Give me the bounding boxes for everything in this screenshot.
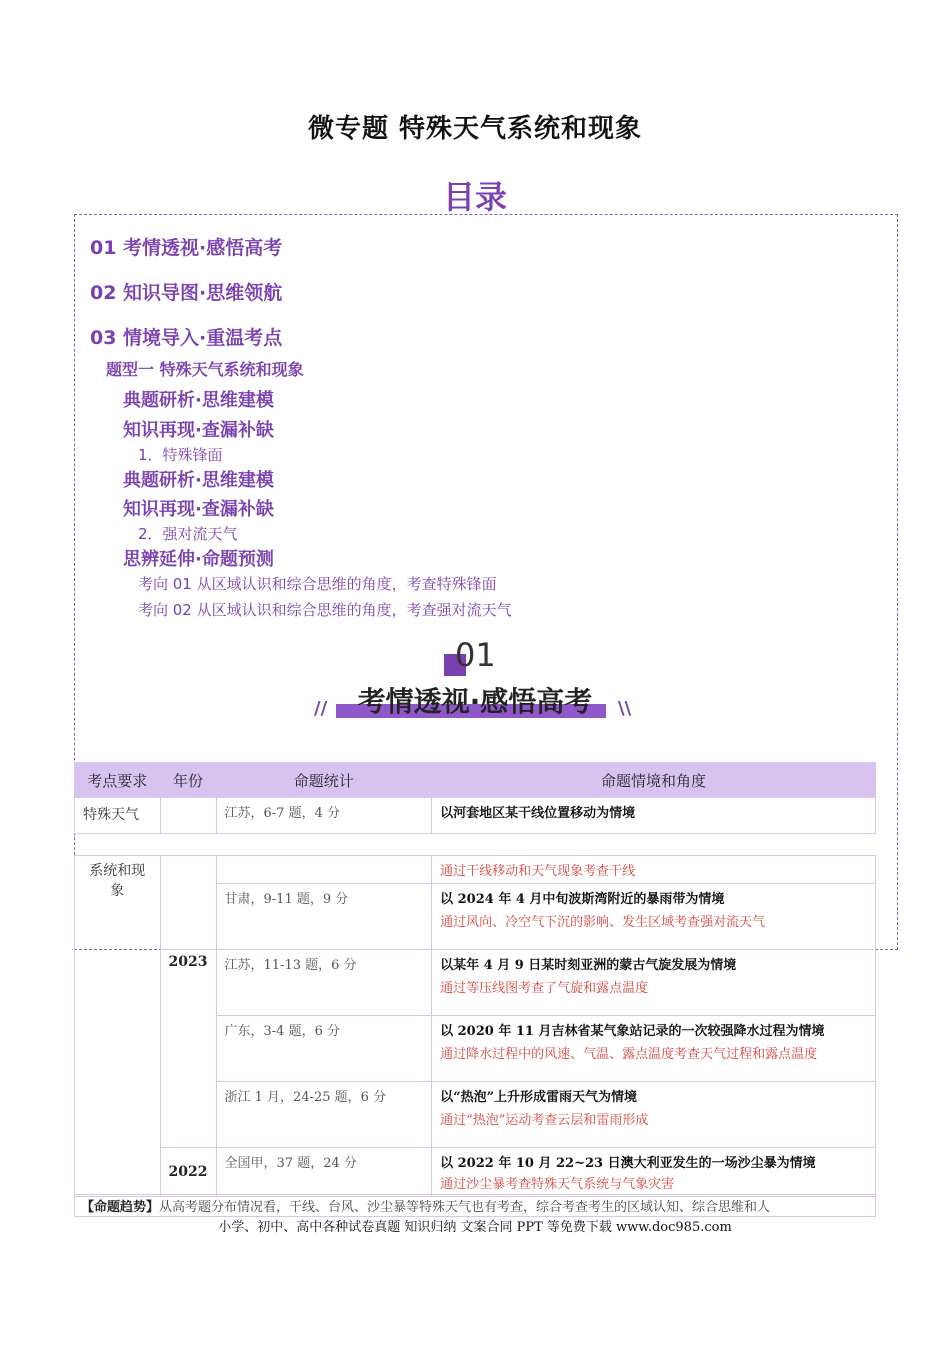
section-title: 考情透视·感悟高考 [357,685,593,718]
toc-sub-9[interactable]: 考向 02 从区域认识和综合思维的角度，考查强对流天气 [138,601,512,619]
toc-item-02[interactable]: 02 知识导图·思维领航 [90,282,283,304]
scenario-cell [432,884,876,950]
toc-sub-1[interactable]: 典题研析·思维建模 [123,390,274,411]
slash-right-icon: \\ [618,698,632,719]
table-row [75,798,876,834]
toc-item-03[interactable]: 03 情境导入·重温考点 [90,327,283,349]
topic-line: 系统和现 [89,863,146,879]
table-row [75,950,876,1016]
trend-label: 【命题趋势】 [81,1200,160,1215]
table-spacer-row [75,834,876,856]
stat-cell: 浙江 1 月，24-25 题，6 分 [216,1082,432,1148]
toc-sub-5[interactable]: 知识再现·查漏补缺 [123,499,274,520]
scenario-cell [432,798,876,834]
scenario-text: 以河套地区某干线位置移动为情境 [440,806,636,821]
scenario-cell [432,950,876,1016]
stat-cell: 甘肃，9-11 题，9 分 [216,884,432,950]
stat-cell: 全国甲，37 题，24 分 [216,1148,432,1197]
scenario-text: 以某年 4 月 9 日某时刻亚洲的蒙古气旋发展为情境 [440,958,737,973]
table-header-row [75,763,876,798]
year-cell: 2023 [160,950,216,1148]
topic-cell [75,856,161,1197]
stat-cell: 广东，3-4 题，6 分 [216,1016,432,1082]
angle-text: 通过降水过程中的风速、气温、露点温度考查天气过程和露点温度 [440,1047,818,1062]
scenario-text: 以 2024 年 4 月中旬波斯湾附近的暴雨带为情境 [440,892,725,907]
toc-sub-4[interactable]: 典题研析·思维建模 [123,470,274,491]
header-topic: 考点要求 [75,763,161,798]
toc-sub-7[interactable]: 思辨延伸·命题预测 [123,549,274,570]
toc-sub-2[interactable]: 知识再现·查漏补缺 [123,420,274,441]
angle-text: 通过沙尘暴考查特殊天气系统与气象灾害 [440,1177,675,1192]
toc-sub-8[interactable]: 考向 01 从区域认识和综合思维的角度，考查特殊锋面 [138,575,497,593]
angle-text: 通过等压线图考查了气旋和露点温度 [440,981,649,996]
scenario-text: 以 2020 年 11 月吉林省某气象站记录的一次较强降水过程为情境 [440,1024,825,1039]
scenario-cell [432,1016,876,1082]
scenario-text: 以“热泡”上升形成雷雨天气为情境 [440,1090,638,1105]
scenario-cell [432,856,876,884]
topic-line: 特殊天气 [83,807,139,823]
toc-sub-3[interactable]: 1．特殊锋面 [138,446,223,464]
year-cell: 2022 [160,1148,216,1197]
toc-item-01[interactable]: 01 考情透视·感悟高考 [90,237,283,259]
angle-text: 通过“热泡”运动考查云层和雷雨形成 [440,1113,649,1128]
year-cell [160,798,216,834]
toc-type-1[interactable]: 题型一 特殊天气系统和现象 [106,360,304,379]
table-row [75,856,876,884]
stat-cell [216,856,432,884]
topic-line: 象 [110,883,125,899]
exam-stats-table [74,762,876,1197]
document-title: 微专题 特殊天气系统和现象 [307,114,643,144]
section-number: 01 [455,636,496,674]
scenario-cell [432,1082,876,1148]
toc-sub-6[interactable]: 2．强对流天气 [138,525,238,543]
footer-text: 小学、初中、高中各种试卷真题 知识归纳 文案合同 PPT 等免费下载 www.doc985.com [218,1220,732,1235]
stat-cell: 江苏，11-13 题，6 分 [216,950,432,1016]
slash-left-icon: // [314,698,328,719]
trend-text: 从高考题分布情况看，干线、台风、沙尘暴等特殊天气也有考查，综合考查考生的区域认知、综合思维和人 [159,1200,771,1215]
angle-text: 通过风向、冷空气下沉的影响、发生区域考查强对流天气 [440,915,766,930]
stat-cell: 江苏，6-7 题，4 分 [216,798,432,834]
topic-cell [75,798,161,834]
toc-heading: 目录 [442,178,507,216]
year-cell [160,856,216,950]
trend-note [74,1194,876,1217]
header-stats: 命题统计 [216,763,432,798]
scenario-cell [432,1148,876,1197]
header-scenario: 命题情境和角度 [432,763,876,798]
header-year: 年份 [160,763,216,798]
angle-text: 通过干线移动和天气现象考查干线 [440,864,636,879]
scenario-text: 以 2022 年 10 月 22~23 日澳大利亚发生的一场沙尘暴为情境 [440,1156,816,1171]
table-row [75,1148,876,1197]
